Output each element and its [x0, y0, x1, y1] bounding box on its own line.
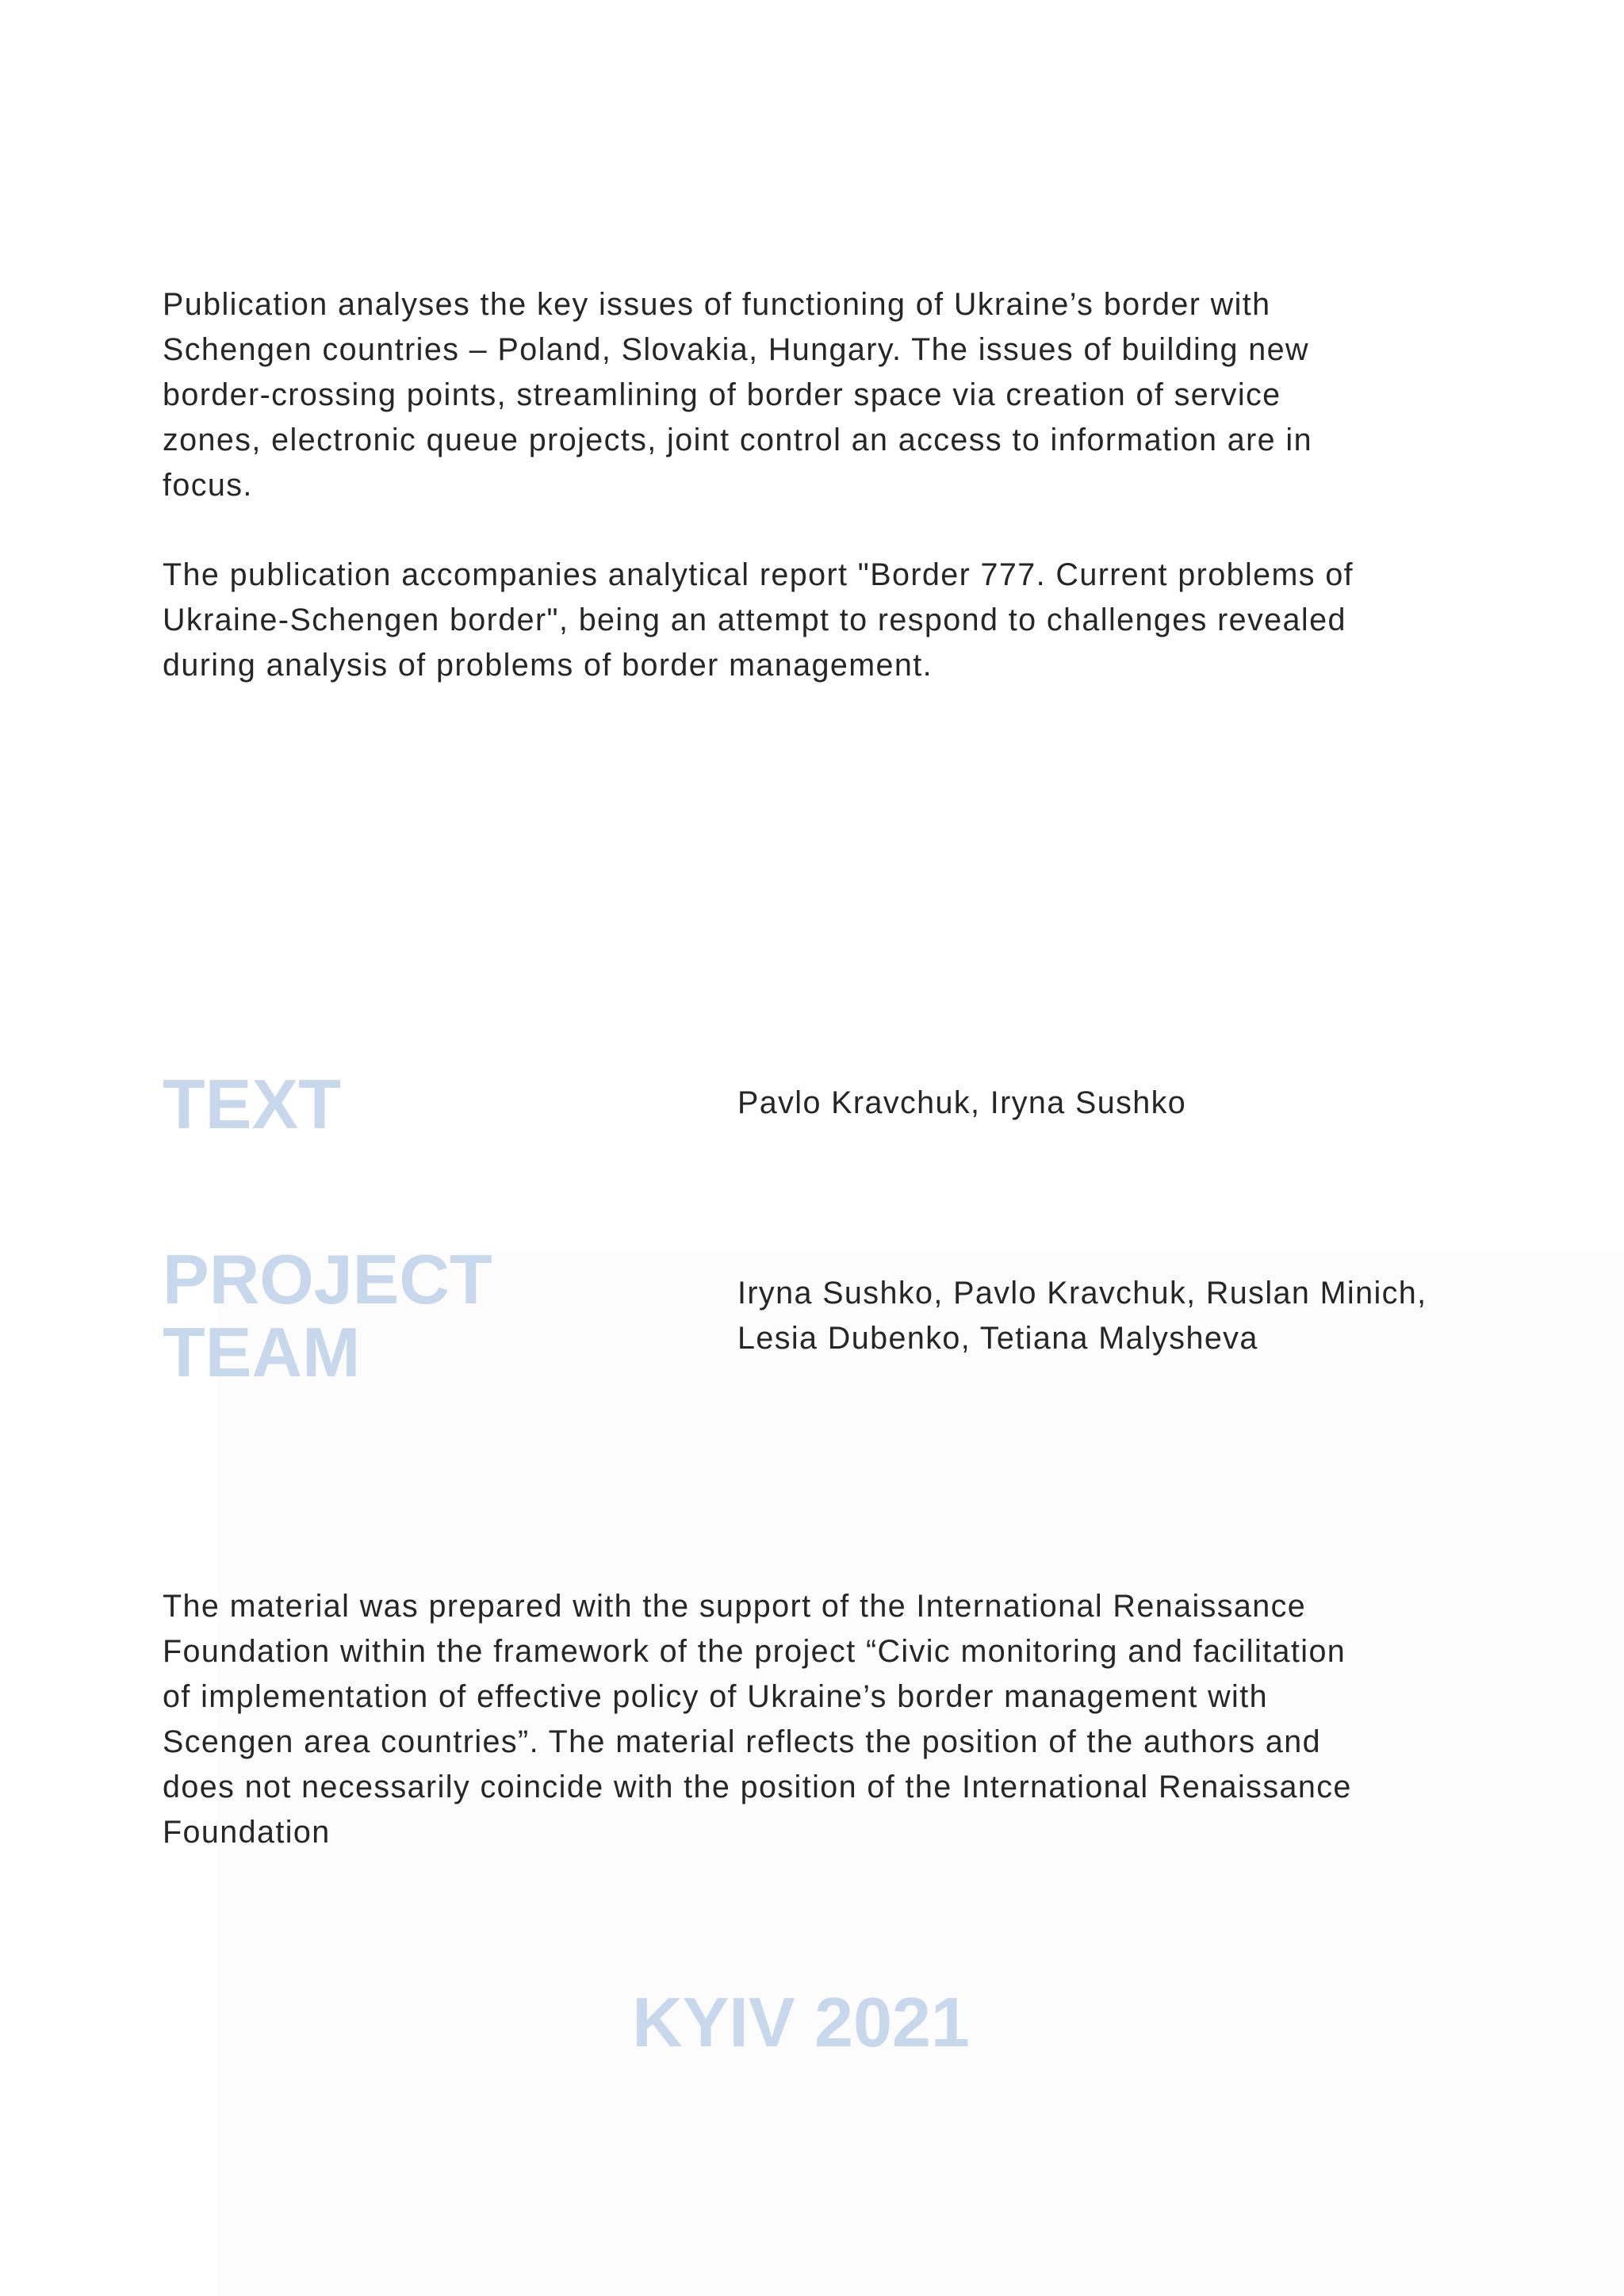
- intro-paragraph: Publication analyses the key issues of functioning of Ukraine’s border with Schengen countries – Poland, Slovakia, Hungary. The issues of building new border-crossing points, streamlining of border space via creation of service zones, electronic queue projects, joint control an access to information are in focus.: [163, 287, 1312, 503]
- text-heading: TEXT: [163, 1065, 341, 1143]
- city-year-heading: KYIV 2021: [632, 1983, 970, 2061]
- text-authors: Pavlo Kravchuk, Iryna Sushko: [737, 1085, 1187, 1120]
- project-team-members: Iryna Sushko, Pavlo Kravchuk, Ruslan Minich, Lesia Dubenko, Tetiana Malysheva: [737, 1276, 1427, 1356]
- support-disclaimer-paragraph: The material was prepared with the support of the International Renaissance Foundation within the framework of the project “Civic monitoring and facilitation of implementation of effective policy of Ukraine’s border management with Scengen area countries”. The material reflects the position of the authors and does not necessarily coincide with the position of the International Renaissance Foundation: [163, 1589, 1352, 1850]
- project-team-heading: PROJECT TEAM: [163, 1240, 492, 1391]
- report-paragraph: The publication accompanies analytical report "Border 777. Current problems of Ukraine-Schengen border", being an attempt to respond to challenges revealed during analysis of problems of border management.: [163, 557, 1354, 683]
